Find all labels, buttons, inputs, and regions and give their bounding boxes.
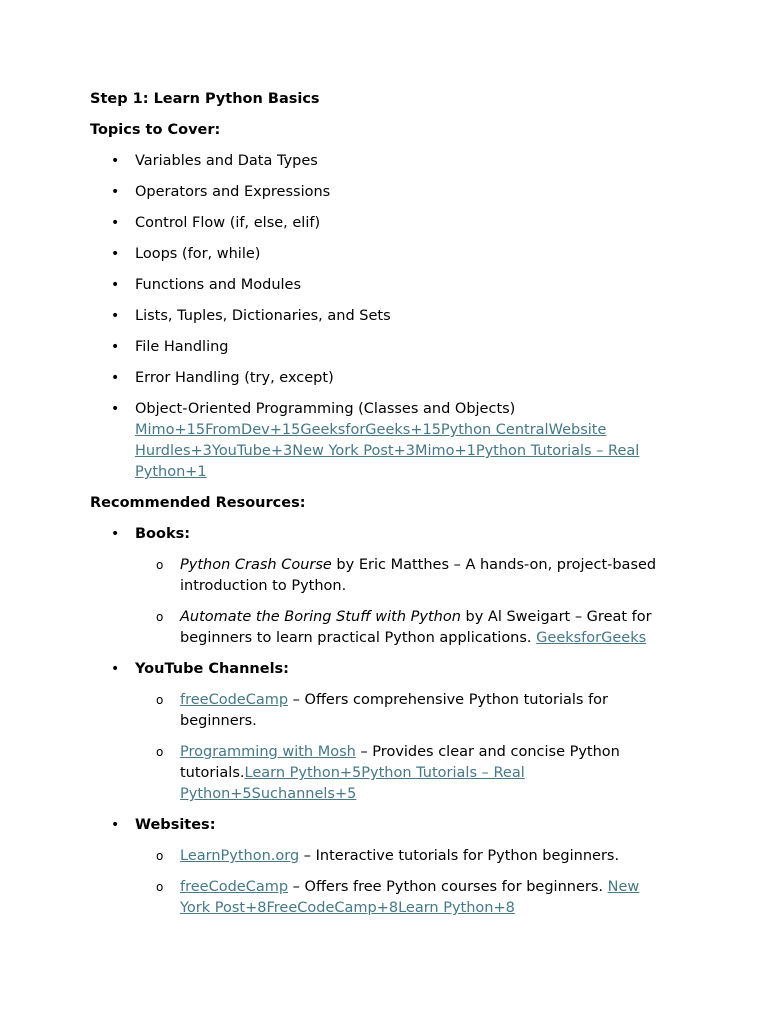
learnpython-link[interactable]: LearnPython.org — [180, 848, 300, 864]
bullet-icon: • — [111, 370, 120, 386]
youtube-list — [135, 690, 680, 805]
book-title: Python Crash Course — [180, 557, 332, 573]
youtube-section — [90, 659, 680, 805]
list-item: • Error Handling (try, except) — [90, 368, 680, 389]
citation-link[interactable]: Python+1 — [135, 464, 207, 480]
citation-link[interactable]: Learn Python+5Python Tutorials – Real — [244, 765, 525, 781]
freecodecamp-link[interactable]: freeCodeCamp — [180, 692, 289, 708]
bullet-icon: • — [111, 661, 120, 677]
circle-bullet-icon: o — [156, 849, 164, 863]
list-item: • Control Flow (if, else, elif) — [90, 213, 680, 234]
citation-link[interactable]: Hurdles+3YouTube+3New York Post+3Mimo+1Python Tutorials – Real — [135, 443, 640, 459]
bullet-icon: • — [111, 817, 120, 833]
list-item: • Loops (for, while) — [90, 244, 680, 265]
list-item: • Object-Oriented Programming (Classes and Objects) Mimo+15FromDev+15GeeksforGeeks+15Python CentralWebsite Hurdles+3YouTube+3New York Post+3Mimo+1Python Tutorials – Real Python+1 — [90, 399, 680, 483]
websites-list — [135, 846, 680, 919]
books-list — [135, 555, 680, 649]
topics-heading: Topics to Cover: — [90, 122, 221, 138]
circle-bullet-icon: o — [156, 745, 164, 759]
list-item: • Operators and Expressions — [90, 182, 680, 203]
books-label: Books: — [135, 526, 191, 542]
citation-link[interactable]: Mimo+15FromDev+15GeeksforGeeks+15Python CentralWebsite — [135, 422, 607, 438]
citation-link[interactable]: New — [607, 879, 640, 895]
book-title: Automate the Boring Stuff with Python — [180, 609, 461, 625]
list-item: o Automate the Boring Stuff with Python by Al Sweigart – Great for beginners to learn practical Python applications. GeeksforGeeks — [156, 609, 652, 646]
list-item: • Functions and Modules — [90, 275, 680, 296]
youtube-label: YouTube Channels: — [135, 661, 289, 677]
document-content — [90, 89, 680, 929]
list-item: • Variables and Data Types — [90, 151, 680, 172]
bullet-icon: • — [111, 526, 120, 542]
list-item: o LearnPython.org – Interactive tutorials for Python beginners. — [135, 846, 680, 867]
list-item: o Programming with Mosh – Provides clear and concise Python tutorials.Learn Python+5Python Tutorials – Real Python+5Suchannels+5 — [156, 744, 620, 802]
list-item: o Python Crash Course by Eric Matthes – A hands-on, project-based introduction to Python. — [156, 557, 657, 594]
resources-list — [90, 524, 680, 919]
list-item: • File Handling — [90, 337, 680, 358]
websites-label: Websites: — [135, 817, 216, 833]
resources-heading: Recommended Resources: — [90, 495, 306, 511]
programming-with-mosh-link[interactable]: Programming with Mosh — [180, 744, 356, 760]
list-item: • Lists, Tuples, Dictionaries, and Sets — [90, 306, 680, 327]
circle-bullet-icon: o — [156, 610, 164, 624]
bullet-icon: • — [111, 339, 120, 355]
bullet-icon: • — [111, 153, 120, 169]
citation-link[interactable]: GeeksforGeeks — [536, 630, 647, 646]
circle-bullet-icon: o — [156, 558, 164, 572]
citation-link[interactable]: York Post+8FreeCodeCamp+8Learn Python+8 — [180, 900, 515, 916]
bullet-icon: • — [111, 246, 120, 262]
books-section — [90, 524, 680, 649]
freecodecamp-link[interactable]: freeCodeCamp — [180, 879, 289, 895]
websites-section — [90, 815, 680, 919]
citation-link[interactable]: Python+5Suchannels+5 — [180, 786, 357, 802]
list-item: o freeCodeCamp – Offers free Python courses for beginners. New York Post+8FreeCodeCamp+8Learn Python+8 — [156, 879, 640, 916]
bullet-icon: • — [111, 215, 120, 231]
topics-list — [90, 151, 680, 483]
bullet-icon: • — [111, 401, 120, 417]
circle-bullet-icon: o — [156, 880, 164, 894]
list-item: o freeCodeCamp – Offers comprehensive Python tutorials for beginners. — [156, 692, 609, 729]
step-heading: Step 1: Learn Python Basics — [90, 91, 320, 107]
bullet-icon: • — [111, 184, 120, 200]
circle-bullet-icon: o — [156, 693, 164, 707]
bullet-icon: • — [111, 277, 120, 293]
bullet-icon: • — [111, 308, 120, 324]
